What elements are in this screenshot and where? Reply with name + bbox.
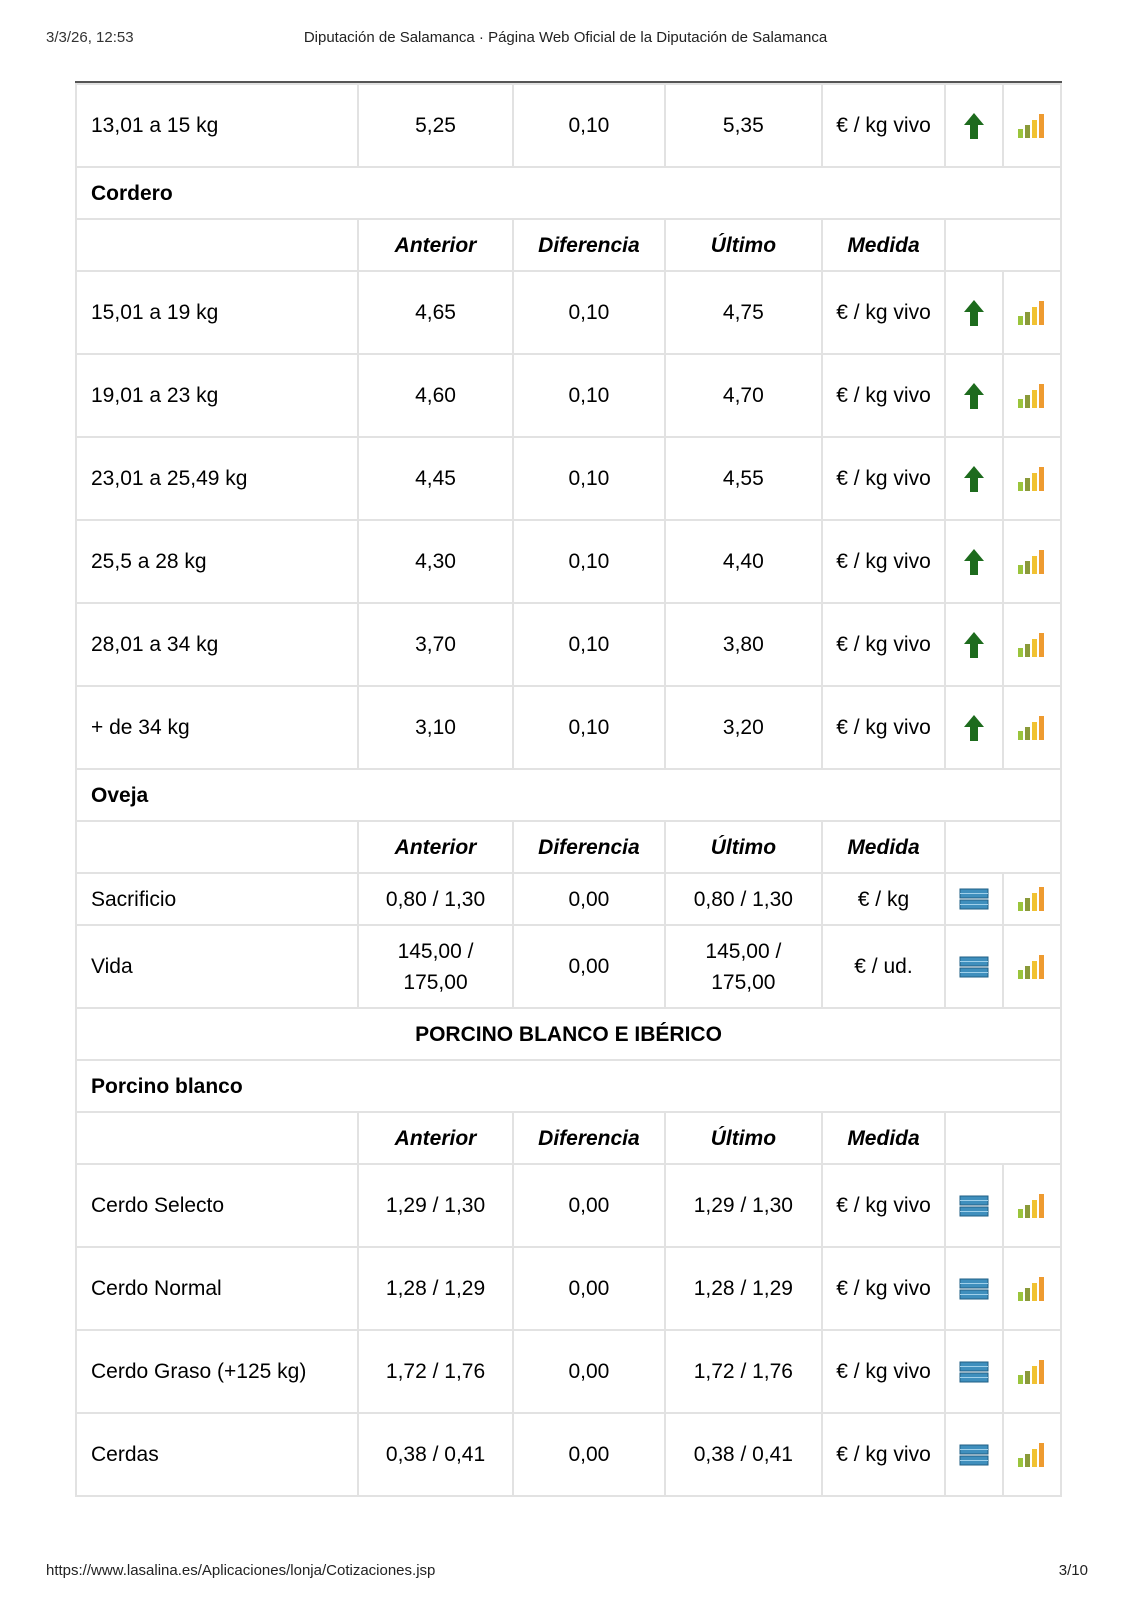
bar-chart-icon[interactable] bbox=[1017, 632, 1047, 658]
row-label: + de 34 kg bbox=[76, 686, 358, 769]
subsection-title: Cordero bbox=[76, 167, 1061, 219]
anterior-value: 4,60 bbox=[358, 354, 512, 437]
trend-cell bbox=[945, 354, 1002, 437]
medida-value: € / kg bbox=[822, 873, 946, 925]
ultimo-value: 0,80 / 1,30 bbox=[665, 873, 821, 925]
medida-value: € / kg vivo bbox=[822, 1330, 946, 1413]
table-row bbox=[76, 1413, 1061, 1496]
medida-value: € / kg vivo bbox=[822, 354, 946, 437]
medida-value: € / kg vivo bbox=[822, 1413, 946, 1496]
bar-chart-icon[interactable] bbox=[1017, 466, 1047, 492]
subsection-title: Porcino blanco bbox=[76, 1060, 1061, 1112]
column-header-medida: Medida bbox=[822, 219, 946, 271]
medida-value: € / ud. bbox=[822, 925, 946, 1008]
row-label: Cerdo Normal bbox=[76, 1247, 358, 1330]
anterior-value: 0,38 / 0,41 bbox=[358, 1413, 512, 1496]
trend-cell bbox=[945, 873, 1002, 925]
chart-cell[interactable] bbox=[1003, 1413, 1061, 1496]
row-label: Sacrificio bbox=[76, 873, 358, 925]
diferencia-value: 0,00 bbox=[513, 1413, 665, 1496]
medida-value: € / kg vivo bbox=[822, 1247, 946, 1330]
column-header-ultimo: Último bbox=[665, 1112, 821, 1164]
anterior-value: 145,00 / 175,00 bbox=[358, 925, 512, 1008]
anterior-value: 1,29 / 1,30 bbox=[358, 1164, 512, 1247]
quotations-table-body bbox=[76, 84, 1061, 1496]
column-header-medida: Medida bbox=[822, 1112, 946, 1164]
anterior-value: 4,45 bbox=[358, 437, 512, 520]
chart-cell[interactable] bbox=[1003, 437, 1061, 520]
bar-chart-icon[interactable] bbox=[1017, 549, 1047, 575]
row-label: 23,01 a 25,49 kg bbox=[76, 437, 358, 520]
ultimo-value: 1,29 / 1,30 bbox=[665, 1164, 821, 1247]
table-row bbox=[76, 520, 1061, 603]
table-row bbox=[76, 873, 1061, 925]
diferencia-value: 0,10 bbox=[513, 603, 665, 686]
column-header-medida: Medida bbox=[822, 821, 946, 873]
trend-cell bbox=[945, 686, 1002, 769]
row-label: 19,01 a 23 kg bbox=[76, 354, 358, 437]
up-arrow-icon bbox=[963, 382, 985, 410]
row-label: Cerdo Selecto bbox=[76, 1164, 358, 1247]
bar-chart-icon[interactable] bbox=[1017, 1193, 1047, 1219]
table-row bbox=[76, 84, 1061, 167]
print-page-number: 3/10 bbox=[1058, 1562, 1088, 1579]
anterior-value: 3,10 bbox=[358, 686, 512, 769]
bar-chart-icon[interactable] bbox=[1017, 715, 1047, 741]
up-arrow-icon bbox=[963, 714, 985, 742]
empty-header bbox=[945, 219, 1061, 271]
print-url: https://www.lasalina.es/Aplicaciones/lonja/Cotizaciones.jsp bbox=[46, 1562, 436, 1579]
subsection-title: Oveja bbox=[76, 769, 1061, 821]
subsection-header bbox=[76, 1060, 1061, 1112]
bar-chart-icon[interactable] bbox=[1017, 1359, 1047, 1385]
empty-header bbox=[76, 219, 358, 271]
diferencia-value: 0,00 bbox=[513, 925, 665, 1008]
anterior-value: 0,80 / 1,30 bbox=[358, 873, 512, 925]
section-header bbox=[76, 1008, 1061, 1060]
table-row bbox=[76, 686, 1061, 769]
trend-cell bbox=[945, 271, 1002, 354]
ultimo-value: 145,00 / 175,00 bbox=[665, 925, 821, 1008]
row-label: 25,5 a 28 kg bbox=[76, 520, 358, 603]
ultimo-value: 1,28 / 1,29 bbox=[665, 1247, 821, 1330]
empty-header bbox=[76, 821, 358, 873]
table-row bbox=[76, 603, 1061, 686]
anterior-value: 4,65 bbox=[358, 271, 512, 354]
print-title: Diputación de Salamanca · Página Web Oficial de la Diputación de Salamanca bbox=[303, 29, 828, 46]
quotations-table bbox=[75, 83, 1062, 1497]
print-date: 3/3/26, 12:53 bbox=[46, 29, 134, 46]
ultimo-value: 0,38 / 0,41 bbox=[665, 1413, 821, 1496]
row-label: Vida bbox=[76, 925, 358, 1008]
row-label: 15,01 a 19 kg bbox=[76, 271, 358, 354]
bar-chart-icon[interactable] bbox=[1017, 300, 1047, 326]
diferencia-value: 0,10 bbox=[513, 84, 665, 167]
ultimo-value: 5,35 bbox=[665, 84, 821, 167]
equal-icon bbox=[959, 888, 989, 910]
section-title: PORCINO BLANCO E IBÉRICO bbox=[76, 1008, 1061, 1060]
empty-header bbox=[945, 1112, 1061, 1164]
equal-icon bbox=[959, 1195, 989, 1217]
column-header-anterior: Anterior bbox=[358, 1112, 512, 1164]
ultimo-value: 4,40 bbox=[665, 520, 821, 603]
bar-chart-icon[interactable] bbox=[1017, 954, 1047, 980]
bar-chart-icon[interactable] bbox=[1017, 1276, 1047, 1302]
ultimo-value: 1,72 / 1,76 bbox=[665, 1330, 821, 1413]
chart-cell[interactable] bbox=[1003, 84, 1061, 167]
diferencia-value: 0,10 bbox=[513, 520, 665, 603]
up-arrow-icon bbox=[963, 631, 985, 659]
trend-cell bbox=[945, 1413, 1002, 1496]
bar-chart-icon[interactable] bbox=[1017, 886, 1047, 912]
up-arrow-icon bbox=[963, 299, 985, 327]
chart-cell[interactable] bbox=[1003, 354, 1061, 437]
chart-cell[interactable] bbox=[1003, 1330, 1061, 1413]
chart-cell[interactable] bbox=[1003, 603, 1061, 686]
column-header-row bbox=[76, 1112, 1061, 1164]
medida-value: € / kg vivo bbox=[822, 520, 946, 603]
quotations-table-wrapper bbox=[75, 81, 1062, 1546]
table-row bbox=[76, 1247, 1061, 1330]
medida-value: € / kg vivo bbox=[822, 437, 946, 520]
trend-cell bbox=[945, 925, 1002, 1008]
empty-header bbox=[76, 1112, 358, 1164]
diferencia-value: 0,10 bbox=[513, 686, 665, 769]
trend-cell bbox=[945, 437, 1002, 520]
trend-cell bbox=[945, 1164, 1002, 1247]
medida-value: € / kg vivo bbox=[822, 1164, 946, 1247]
equal-icon bbox=[959, 1444, 989, 1466]
medida-value: € / kg vivo bbox=[822, 686, 946, 769]
column-header-diferencia: Diferencia bbox=[513, 1112, 665, 1164]
equal-icon bbox=[959, 1361, 989, 1383]
anterior-value: 3,70 bbox=[358, 603, 512, 686]
diferencia-value: 0,10 bbox=[513, 271, 665, 354]
chart-cell[interactable] bbox=[1003, 271, 1061, 354]
ultimo-value: 3,20 bbox=[665, 686, 821, 769]
equal-icon bbox=[959, 956, 989, 978]
chart-cell[interactable] bbox=[1003, 686, 1061, 769]
bar-chart-icon[interactable] bbox=[1017, 113, 1047, 139]
chart-cell[interactable] bbox=[1003, 873, 1061, 925]
equal-icon bbox=[959, 1278, 989, 1300]
column-header-ultimo: Último bbox=[665, 821, 821, 873]
column-header-ultimo: Último bbox=[665, 219, 821, 271]
medida-value: € / kg vivo bbox=[822, 84, 946, 167]
table-row bbox=[76, 1330, 1061, 1413]
row-label: 28,01 a 34 kg bbox=[76, 603, 358, 686]
trend-cell bbox=[945, 603, 1002, 686]
bar-chart-icon[interactable] bbox=[1017, 383, 1047, 409]
chart-cell[interactable] bbox=[1003, 520, 1061, 603]
medida-value: € / kg vivo bbox=[822, 603, 946, 686]
ultimo-value: 3,80 bbox=[665, 603, 821, 686]
trend-cell bbox=[945, 1330, 1002, 1413]
column-header-diferencia: Diferencia bbox=[513, 821, 665, 873]
table-row bbox=[76, 925, 1061, 1008]
chart-cell[interactable] bbox=[1003, 1164, 1061, 1247]
row-label: Cerdo Graso (+125 kg) bbox=[76, 1330, 358, 1413]
diferencia-value: 0,10 bbox=[513, 354, 665, 437]
column-header-anterior: Anterior bbox=[358, 219, 512, 271]
trend-cell bbox=[945, 84, 1002, 167]
up-arrow-icon bbox=[963, 465, 985, 493]
row-label: 13,01 a 15 kg bbox=[76, 84, 358, 167]
column-header-diferencia: Diferencia bbox=[513, 219, 665, 271]
bar-chart-icon[interactable] bbox=[1017, 1442, 1047, 1468]
anterior-value: 4,30 bbox=[358, 520, 512, 603]
chart-cell[interactable] bbox=[1003, 925, 1061, 1008]
ultimo-value: 4,70 bbox=[665, 354, 821, 437]
diferencia-value: 0,10 bbox=[513, 437, 665, 520]
table-row bbox=[76, 437, 1061, 520]
subsection-header bbox=[76, 167, 1061, 219]
trend-cell bbox=[945, 1247, 1002, 1330]
subsection-header bbox=[76, 769, 1061, 821]
up-arrow-icon bbox=[963, 548, 985, 576]
table-row bbox=[76, 271, 1061, 354]
column-header-anterior: Anterior bbox=[358, 821, 512, 873]
ultimo-value: 4,55 bbox=[665, 437, 821, 520]
empty-header bbox=[945, 821, 1061, 873]
table-row bbox=[76, 1164, 1061, 1247]
anterior-value: 5,25 bbox=[358, 84, 512, 167]
diferencia-value: 0,00 bbox=[513, 873, 665, 925]
diferencia-value: 0,00 bbox=[513, 1330, 665, 1413]
table-row bbox=[76, 354, 1061, 437]
diferencia-value: 0,00 bbox=[513, 1164, 665, 1247]
anterior-value: 1,72 / 1,76 bbox=[358, 1330, 512, 1413]
column-header-row bbox=[76, 821, 1061, 873]
up-arrow-icon bbox=[963, 112, 985, 140]
diferencia-value: 0,00 bbox=[513, 1247, 665, 1330]
column-header-row bbox=[76, 219, 1061, 271]
row-label: Cerdas bbox=[76, 1413, 358, 1496]
trend-cell bbox=[945, 520, 1002, 603]
ultimo-value: 4,75 bbox=[665, 271, 821, 354]
chart-cell[interactable] bbox=[1003, 1247, 1061, 1330]
anterior-value: 1,28 / 1,29 bbox=[358, 1247, 512, 1330]
medida-value: € / kg vivo bbox=[822, 271, 946, 354]
